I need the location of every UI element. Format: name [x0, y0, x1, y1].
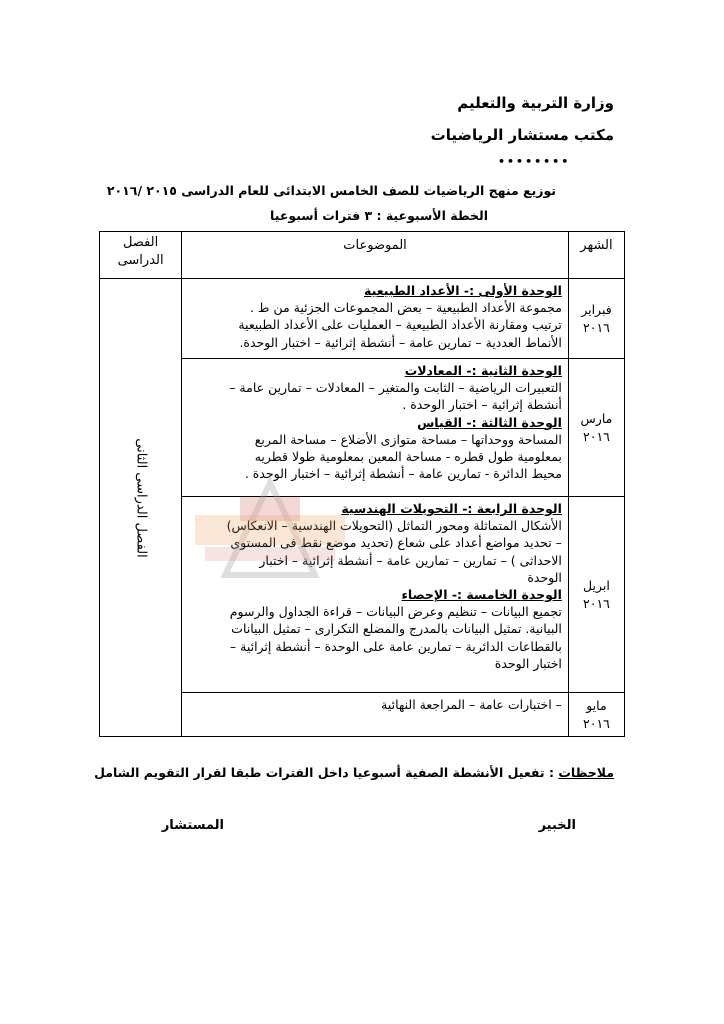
unit-title: الوحدة الثالثة :- القياس [417, 414, 562, 430]
topic-line: بالقطاعات الدائرية – تمارين عامة على الوحدة – أنشطة إثرائية – [229, 638, 562, 654]
document-title: توزيع منهج الرياضيات للصف الخامس الابتدائى للعام الدراسى ٢٠١٥ /٢٠١٦ [106, 183, 556, 198]
topic-line: التعبيرات الرياضية – الثابت والمتغير – المعادلات – تمارين عامة – [229, 380, 562, 396]
topic-line: الأنماط العددية – تمارين عامة – أنشطة إثرائية – اختبار الوحدة. [239, 334, 562, 350]
header-month: الشهر [568, 232, 624, 279]
notes-text: : تفعيل الأنشطة الصفية أسبوعيا داخل الفترات طبقا لقرار التقويم الشامل [94, 765, 554, 780]
header-topics: الموضوعات [182, 232, 569, 279]
topic-line: ترتيب ومقارنة الأعداد الطبيعية – العمليات على الأعداد الطبيعية [238, 317, 562, 333]
document-subtitle: الخطة الأسبوعية : ٣ فترات أسبوعيا [270, 208, 488, 223]
advisor-signature: المستشار [161, 818, 224, 833]
topic-line: أنشطة إثرائية – اختبار الوحدة . [402, 397, 562, 413]
month-name: ابريل [583, 577, 610, 593]
unit-title: الوحدة الخامسة :- الإحصاء [401, 587, 562, 603]
topic-line: – تحديد مواضع أعداد على شعاع (تحديد موضع نقط فى المستوى [230, 535, 562, 551]
month-cell [568, 693, 624, 737]
topic-line: الاحداثى ) – تمارين – تمارين عامة – أنشطة إثرائية – اختبار [259, 552, 562, 568]
month-name: مايو [586, 697, 607, 713]
month-year: ٢٠١٦ [583, 319, 610, 335]
topic-line: البيانية. تمثيل البيانات بالمدرج والمضلع التكرارى – تمثيل البيانات [231, 621, 562, 637]
header-semester-line2: الدراسى [117, 253, 164, 268]
topics-cell [182, 693, 569, 737]
ministry-name: وزارة التربية والتعليم [457, 94, 614, 112]
semester-label: الفصل الدراسى الثانى [133, 438, 149, 559]
unit-title: الوحدة الأولى :- الأعداد الطبيعية [364, 283, 562, 298]
unit-title: الوحدة الثانية :- المعادلات [404, 363, 562, 378]
month-cell [568, 279, 624, 359]
topics-cell [182, 497, 569, 693]
topic-line: الأشكال المتماثلة ومحور التماثل (التحويلات الهندسية – الانعكاس) [226, 518, 562, 534]
month-year: ٢٠١٦ [583, 595, 610, 611]
notes-line [94, 765, 614, 780]
topic-line: بمعلومية طول قطره - مساحة المعين بمعلومية طولا قطريه [254, 449, 562, 465]
topic-line: اختبار الوحدة [494, 655, 562, 671]
notes-label: ملاحظات [558, 765, 614, 780]
curriculum-table [99, 231, 625, 737]
topic-line: محيط الدائرة - تمارين عامة – أنشطة إثرائية – اختبار الوحدة . [244, 466, 562, 482]
table-row [100, 279, 625, 359]
unit-title: الوحدة الرابعة :- التحويلات الهندسية [341, 501, 562, 516]
topic-line: الوحدة [527, 569, 562, 585]
topics-cell [182, 359, 569, 497]
month-cell [568, 359, 624, 497]
office-name: مكتب مستشار الرياضيات [430, 126, 614, 144]
month-year: ٢٠١٦ [583, 715, 610, 731]
month-name: فبراير [581, 301, 612, 317]
table-header-row [100, 232, 625, 279]
month-name: مارس [580, 410, 613, 426]
topic-line: – اختبارات عامة – المراجعة النهائية [381, 697, 562, 712]
header-semester [100, 232, 182, 279]
month-cell [568, 497, 624, 693]
month-year: ٢٠١٦ [583, 428, 610, 444]
header-semester-line1: الفصل [122, 235, 159, 250]
expert-signature: الخبير [538, 818, 576, 833]
topics-cell [182, 279, 569, 359]
semester-cell [100, 279, 182, 737]
dots-divider: •••••••• [498, 155, 571, 168]
topic-line: تجميع البيانات – تنظيم وعرض البيانات – قراءة الجداول والرسوم [229, 604, 562, 620]
topic-line: المساحة ووحداتها – مساحة متوازى الأضلاع – مساحة المربع [254, 431, 562, 447]
topic-line: مجموعة الأعداد الطبيعية – بعض المجموعات الجزئية من ط . [249, 300, 562, 316]
